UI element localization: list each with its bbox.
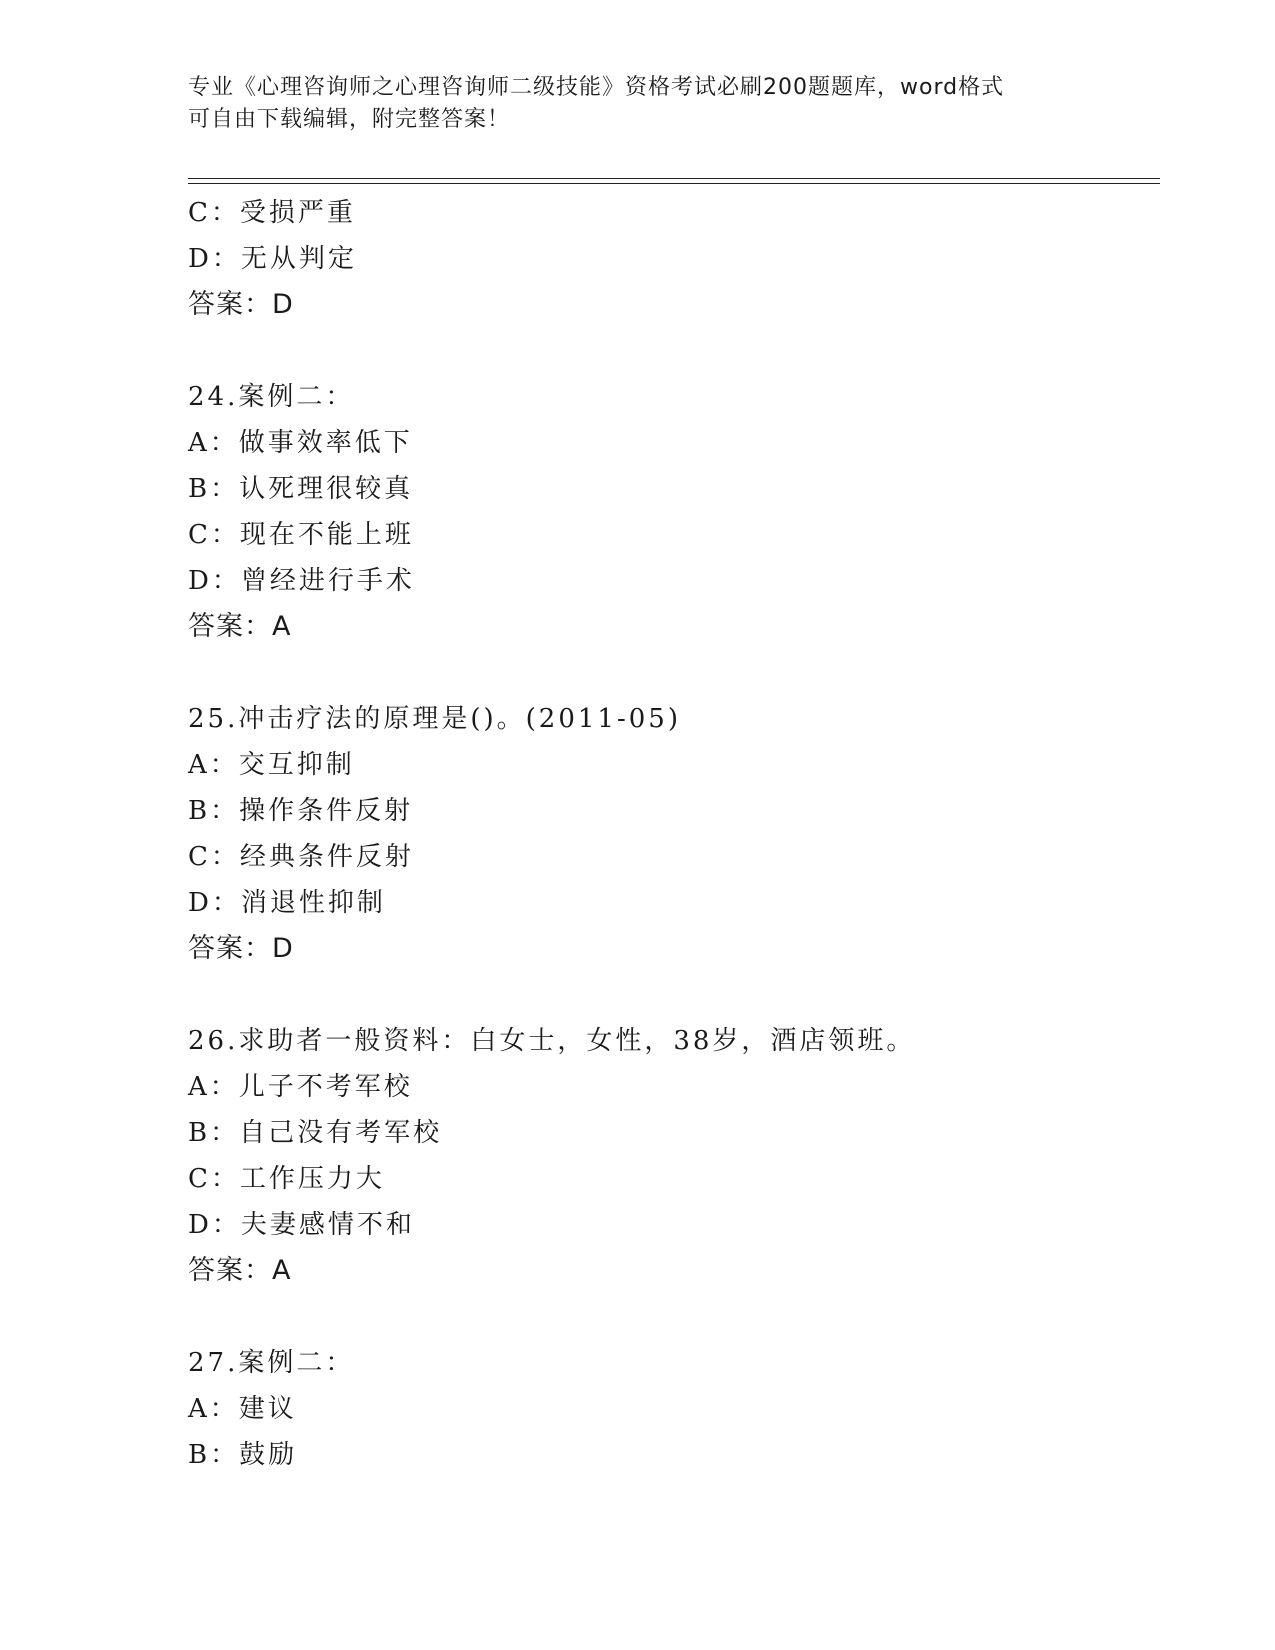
option-a: A：建议 — [188, 1394, 297, 1424]
header-divider-top — [188, 178, 1160, 179]
option-d: D：夫妻感情不和 — [188, 1210, 415, 1240]
question-text: 26.求助者一般资料：白女士，女性，38岁，酒店领班。 — [188, 1026, 916, 1056]
option-d: D：曾经进行手术 — [188, 566, 415, 596]
spacer — [188, 1294, 1158, 1340]
header-line-1: 专业《心理咨询师之心理咨询师二级技能》资格考试必刷200题题库，word格式 — [188, 75, 1005, 100]
option-c: C：工作压力大 — [188, 1164, 385, 1194]
spacer — [188, 328, 1158, 374]
question-block — [188, 374, 1158, 650]
option-c: C：受损严重 — [188, 198, 356, 228]
option-a: A：做事效率低下 — [188, 428, 413, 458]
header-line-2: 可自由下载编辑，附完整答案！ — [188, 107, 511, 132]
option-a: A：儿子不考军校 — [188, 1072, 413, 1102]
question-list — [188, 190, 1158, 1478]
option-d: D：无从判定 — [188, 244, 357, 274]
answer-line: 答案：A — [188, 1255, 292, 1286]
question-block — [188, 696, 1158, 972]
option-b: B：认死理很较真 — [188, 474, 414, 504]
document-header — [188, 72, 1068, 136]
option-b: B：鼓励 — [188, 1440, 298, 1470]
answer-line: 答案：D — [188, 933, 294, 964]
spacer — [188, 650, 1158, 696]
question-text: 25.冲击疗法的原理是()。(2011-05) — [188, 704, 681, 734]
option-c: C：现在不能上班 — [188, 520, 414, 550]
question-text: 24.案例二： — [188, 382, 355, 412]
spacer — [188, 972, 1158, 1018]
option-b: B：操作条件反射 — [188, 796, 414, 826]
answer-line: 答案：D — [188, 289, 294, 320]
header-divider-bottom — [188, 183, 1160, 184]
option-d: D：消退性抑制 — [188, 888, 386, 918]
question-text: 27.案例二： — [188, 1348, 355, 1378]
option-c: C：经典条件反射 — [188, 842, 414, 872]
answer-line: 答案：A — [188, 611, 292, 642]
question-block — [188, 190, 1158, 328]
question-block — [188, 1340, 1158, 1478]
question-block — [188, 1018, 1158, 1294]
option-a: A：交互抑制 — [188, 750, 355, 780]
option-b: B：自己没有考军校 — [188, 1118, 443, 1148]
